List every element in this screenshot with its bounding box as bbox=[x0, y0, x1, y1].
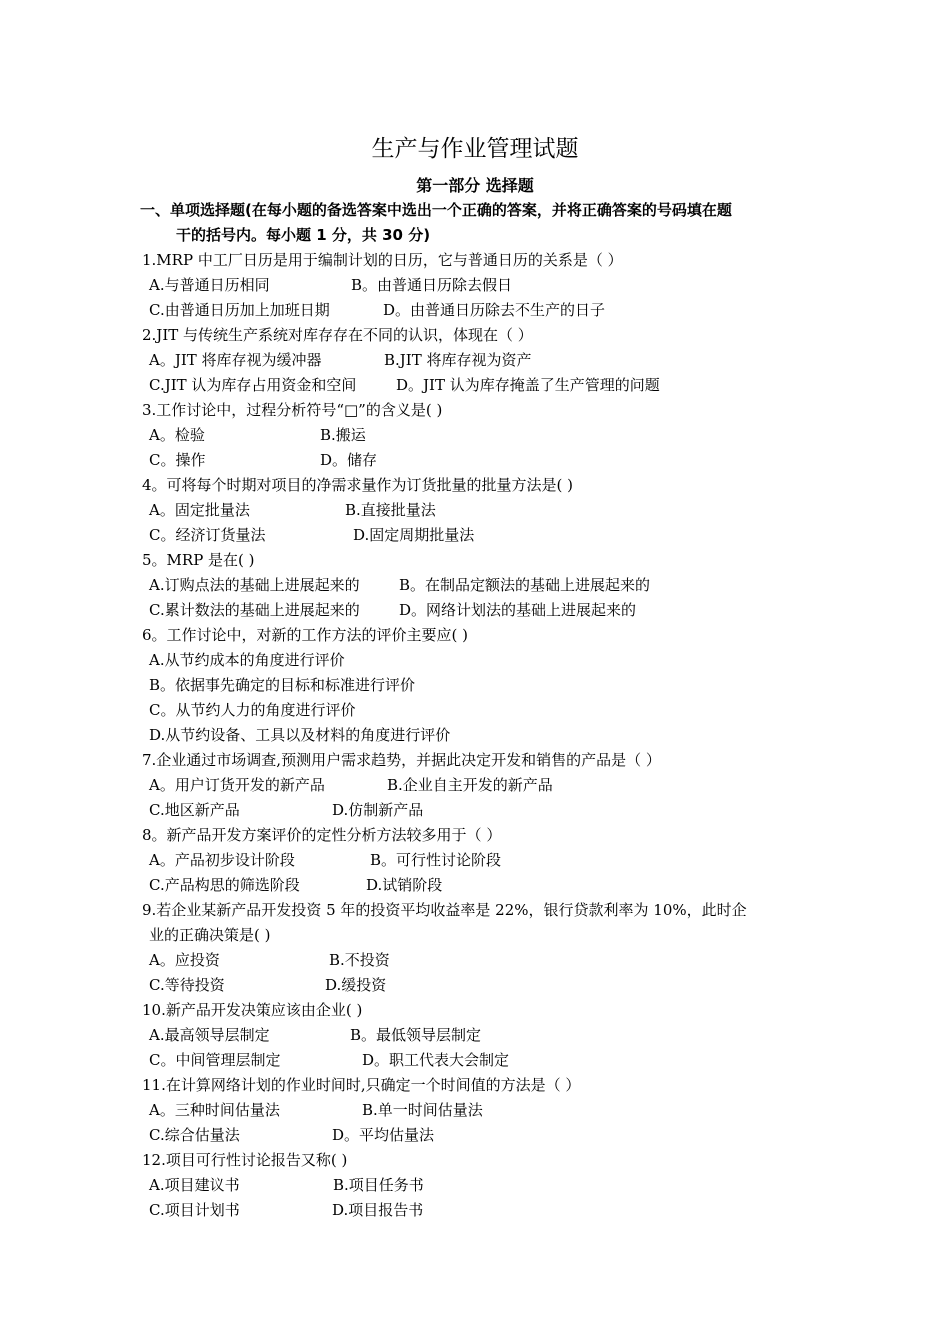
question-4-options-cd bbox=[140, 523, 830, 548]
question-3: 3.工作讨论中，过程分析符号“□”的含义是( ) bbox=[142, 401, 443, 419]
option-c: C。操作 bbox=[149, 451, 206, 469]
option-c: C.项目计划书 bbox=[149, 1201, 240, 1219]
question-9-continued: 业的正确决策是( ) bbox=[149, 926, 271, 944]
option-b: B。在制品定额法的基础上进展起来的 bbox=[399, 576, 651, 594]
option-b: B.JIT 将库存视为资产 bbox=[384, 351, 532, 369]
option-a: A.最高领导层制定 bbox=[149, 1026, 270, 1044]
question-10-options-cd bbox=[140, 1048, 830, 1073]
option-c: C.JIT 认为库存占用资金和空间 bbox=[149, 376, 357, 394]
option-a: A.从节约成本的角度进行评价 bbox=[149, 651, 345, 669]
question-1-options-ab bbox=[140, 273, 830, 298]
question-11-options-ab bbox=[140, 1098, 830, 1123]
question-9-options-cd bbox=[140, 973, 830, 998]
option-b: B.项目任务书 bbox=[333, 1176, 424, 1194]
option-d: D.固定周期批量法 bbox=[353, 526, 475, 544]
section-heading bbox=[140, 198, 820, 248]
question-1: 1.MRP 中工厂日历是用于编制计划的日历，它与普通日历的关系是（ ） bbox=[142, 251, 623, 269]
option-c: C.地区新产品 bbox=[149, 801, 240, 819]
question-12-options-ab bbox=[140, 1173, 830, 1198]
option-a: A。JIT 将库存视为缓冲器 bbox=[149, 351, 322, 369]
option-d: D.缓投资 bbox=[325, 976, 387, 994]
part-title: 第一部分 选择题 bbox=[416, 176, 534, 195]
option-a: A。产品初步设计阶段 bbox=[149, 851, 295, 869]
question-7: 7.企业通过市场调查,预测用户需求趋势，并据此决定开发和销售的产品是（ ） bbox=[142, 751, 661, 769]
question-11: 11.在计算网络计划的作业时间时,只确定一个时间值的方法是（ ） bbox=[142, 1076, 581, 1094]
option-c: C.由普通日历加上加班日期 bbox=[149, 301, 330, 319]
question-6: 6。工作讨论中，对新的工作方法的评价主要应( ) bbox=[142, 626, 469, 644]
option-c: C.等待投资 bbox=[149, 976, 225, 994]
section-heading-line-2: 干的括号内。每小题 1 分，共 30 分) bbox=[176, 226, 431, 244]
option-d: D。JIT 认为库存掩盖了生产管理的问题 bbox=[396, 376, 660, 394]
question-3-options-ab bbox=[140, 423, 830, 448]
option-c: C.产品构思的筛选阶段 bbox=[149, 876, 300, 894]
option-a: A.订购点法的基础上进展起来的 bbox=[149, 576, 360, 594]
option-b: B.企业自主开发的新产品 bbox=[387, 776, 553, 794]
option-b: B。由普通日历除去假日 bbox=[351, 276, 513, 294]
section-heading-line-1: 一、单项选择题(在每小题的备选答案中选出一个正确的答案，并将正确答案的号码填在题 bbox=[140, 201, 732, 219]
option-d: D。由普通日历除去不生产的日子 bbox=[383, 301, 606, 319]
question-11-options-cd bbox=[140, 1123, 830, 1148]
option-d: D。职工代表大会制定 bbox=[362, 1051, 510, 1069]
option-a: A。用户订货开发的新产品 bbox=[149, 776, 325, 794]
option-a: A。固定批量法 bbox=[149, 501, 250, 519]
question-9-options-ab bbox=[140, 948, 830, 973]
option-b: B。可行性讨论阶段 bbox=[370, 851, 502, 869]
option-c: C.综合估量法 bbox=[149, 1126, 240, 1144]
option-d: D.从节约设备、工具以及材料的角度进行评价 bbox=[149, 726, 451, 744]
question-9: 9.若企业某新产品开发投资 5 年的投资平均收益率是 22%，银行贷款利率为 10%，此时企 bbox=[142, 901, 747, 919]
question-7-options-ab bbox=[140, 773, 830, 798]
question-7-options-cd bbox=[140, 798, 830, 823]
question-2-options-ab bbox=[140, 348, 830, 373]
option-a: A。三种时间估量法 bbox=[149, 1101, 280, 1119]
option-d: D.项目报告书 bbox=[332, 1201, 424, 1219]
question-4: 4。可将每个时期对项目的净需求量作为订货批量的批量方法是( ) bbox=[142, 476, 574, 494]
option-d: D。平均估量法 bbox=[332, 1126, 435, 1144]
option-a: A。应投资 bbox=[149, 951, 220, 969]
option-d: D.试销阶段 bbox=[366, 876, 443, 894]
option-a: A。检验 bbox=[149, 426, 205, 444]
option-a: A.与普通日历相同 bbox=[149, 276, 270, 294]
question-2-options-cd bbox=[140, 373, 830, 398]
question-12: 12.项目可行性讨论报告又称( ) bbox=[142, 1151, 348, 1169]
question-list bbox=[140, 248, 830, 1223]
question-3-options-cd bbox=[140, 448, 830, 473]
option-b: B.搬运 bbox=[320, 426, 366, 444]
question-4-options-ab bbox=[140, 498, 830, 523]
option-d: D.仿制新产品 bbox=[332, 801, 424, 819]
page-title: 生产与作业管理试题 bbox=[371, 136, 579, 162]
option-d: D。储存 bbox=[320, 451, 378, 469]
question-5-options-cd bbox=[140, 598, 830, 623]
question-5-options-ab bbox=[140, 573, 830, 598]
option-c: C.累计数法的基础上进展起来的 bbox=[149, 601, 360, 619]
option-b: B.不投资 bbox=[329, 951, 390, 969]
option-b: B.直接批量法 bbox=[345, 501, 436, 519]
option-c: C。从节约人力的角度进行评价 bbox=[149, 701, 356, 719]
question-10-options-ab bbox=[140, 1023, 830, 1048]
question-1-options-cd bbox=[140, 298, 830, 323]
option-b: B。依据事先确定的目标和标准进行评价 bbox=[149, 676, 416, 694]
option-d: D。网络计划法的基础上进展起来的 bbox=[399, 601, 637, 619]
question-8-options-ab bbox=[140, 848, 830, 873]
option-b: B.单一时间估量法 bbox=[362, 1101, 483, 1119]
question-8-options-cd bbox=[140, 873, 830, 898]
option-c: C。中间管理层制定 bbox=[149, 1051, 281, 1069]
question-2: 2.JIT 与传统生产系统对库存存在不同的认识，体现在（ ） bbox=[142, 326, 533, 344]
question-8: 8。新产品开发方案评价的定性分析方法较多用于（ ） bbox=[142, 826, 502, 844]
question-12-options-cd bbox=[140, 1198, 830, 1223]
question-5: 5。MRP 是在( ) bbox=[142, 551, 255, 569]
question-10: 10.新产品开发决策应该由企业( ) bbox=[142, 1001, 363, 1019]
option-c: C。经济订货量法 bbox=[149, 526, 266, 544]
option-a: A.项目建议书 bbox=[149, 1176, 240, 1194]
option-b: B。最低领导层制定 bbox=[350, 1026, 482, 1044]
